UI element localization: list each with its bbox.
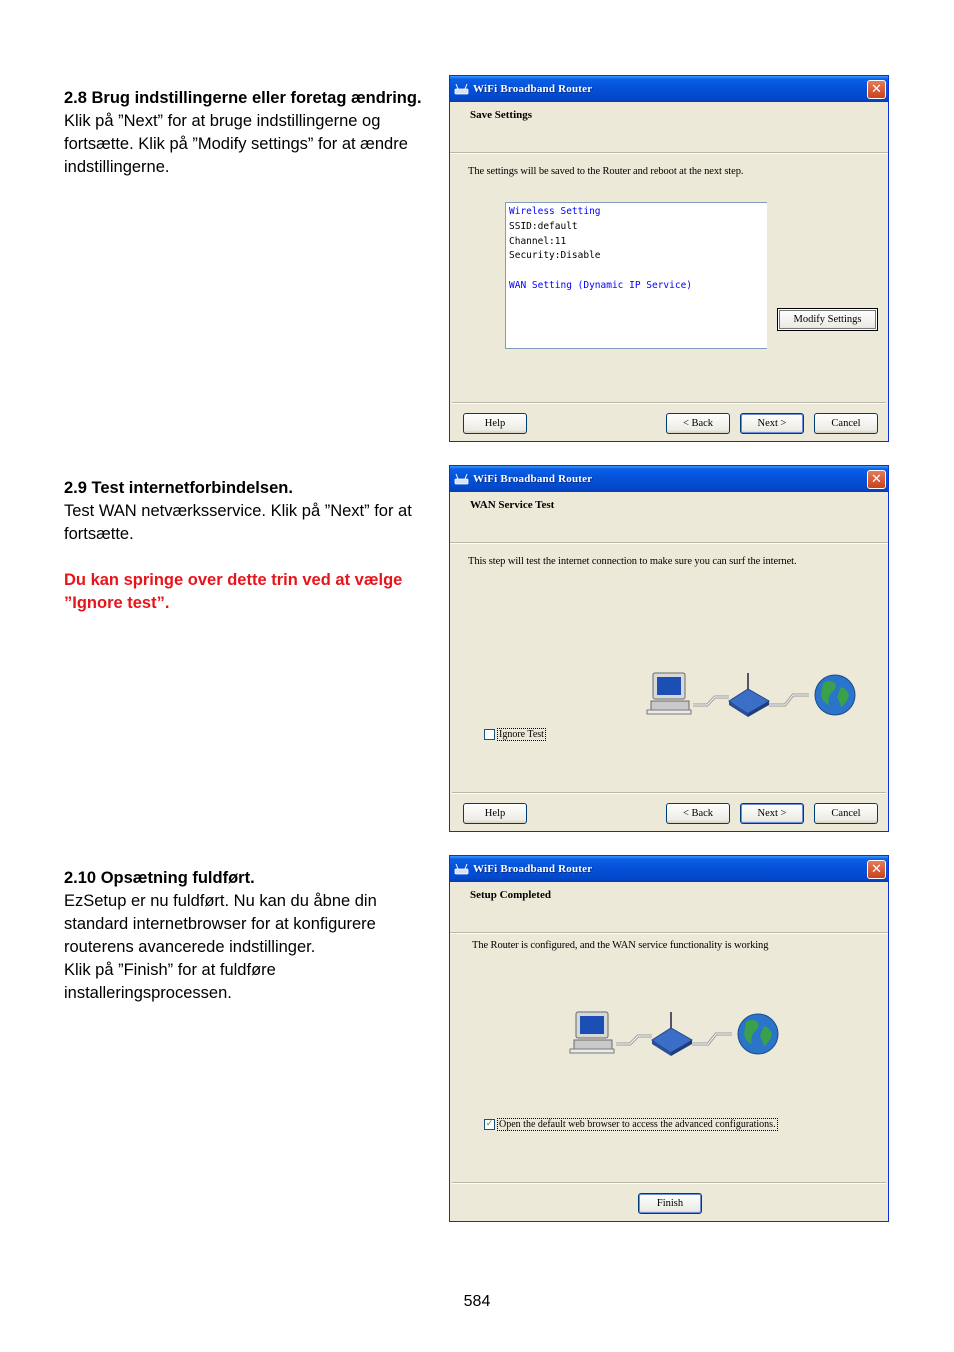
window-title: WiFi Broadband Router	[473, 863, 593, 875]
checkmark-icon: ✓	[485, 1119, 494, 1129]
wizard-header	[450, 102, 888, 153]
step-heading: Save Settings	[470, 109, 533, 121]
skip-note: Du kan springe over dette trin ved at vælge ”Ignore test”.	[64, 571, 403, 612]
close-button[interactable]	[867, 80, 886, 99]
router-app-icon	[454, 83, 469, 96]
finish-button[interactable]: Finish	[638, 1193, 702, 1214]
close-button[interactable]	[867, 860, 886, 879]
router-app-icon	[454, 473, 469, 486]
network-diagram	[568, 1008, 788, 1060]
step-heading: WAN Service Test	[470, 499, 555, 511]
close-icon: ✕	[871, 81, 882, 97]
globe-icon	[738, 1014, 778, 1054]
wizard-header	[450, 882, 888, 933]
ignore-test-option[interactable]	[484, 728, 546, 741]
back-button[interactable]: < Back	[666, 413, 730, 434]
window-title: WiFi Broadband Router	[473, 83, 593, 95]
section-body: Klik på ”Next” for at bruge indstillingerne og fortsætte. Klik på ”Modify settings” for at ændre indstillingerne.	[64, 112, 408, 176]
modify-settings-button[interactable]: Modify Settings	[777, 308, 878, 331]
network-diagram	[645, 669, 865, 721]
section-heading: 2.10 Opsætning fuldført.	[64, 869, 255, 887]
globe-icon	[815, 675, 855, 715]
computer-icon	[570, 1012, 614, 1053]
ignore-test-checkbox[interactable]	[484, 729, 495, 740]
close-button[interactable]	[867, 470, 886, 489]
cancel-button[interactable]: Cancel	[814, 413, 878, 434]
section-body-finish: Klik på ”Finish” for at fuldføre installeringsprocessen.	[64, 961, 276, 1002]
router-icon	[652, 1012, 692, 1056]
wizard-header	[450, 492, 888, 543]
section-heading: 2.8 Brug indstillingerne eller foretag ændring.	[64, 89, 422, 107]
computer-icon	[647, 673, 691, 714]
open-browser-checkbox[interactable]	[484, 1119, 495, 1130]
open-browser-label[interactable]: Open the default web browser to access the advanced configurations.	[499, 1119, 776, 1130]
ignore-test-label[interactable]: Ignore Test	[499, 729, 544, 740]
titlebar	[450, 856, 888, 882]
page-number: 584	[463, 1293, 491, 1310]
step-description: The Router is configured, and the WAN service functionality is working	[472, 940, 769, 951]
wan-service-test-dialog	[449, 465, 889, 832]
setup-completed-dialog	[449, 855, 889, 1222]
step-description: This step will test the internet connection to make sure you can surf the internet.	[468, 556, 797, 567]
step-heading: Setup Completed	[470, 889, 551, 901]
step-description: The settings will be saved to the Router and reboot at the next step.	[468, 166, 744, 177]
router-app-icon	[454, 863, 469, 876]
section-heading: 2.9 Test internetforbindelsen.	[64, 479, 293, 497]
wireless-setting-title: Wireless Setting	[509, 206, 601, 217]
channel-value: Channel:11	[509, 235, 567, 247]
next-button[interactable]: Next >	[740, 413, 804, 434]
close-icon: ✕	[871, 471, 882, 487]
section-body: Test WAN netværksservice. Klik på ”Next” for at fortsætte.	[64, 502, 412, 543]
security-value: Security:Disable	[509, 250, 601, 262]
next-button[interactable]: Next >	[740, 803, 804, 824]
wan-setting-title: WAN Setting (Dynamic IP Service)	[509, 279, 693, 291]
router-icon	[729, 673, 769, 717]
titlebar	[450, 466, 888, 492]
cancel-button[interactable]: Cancel	[814, 803, 878, 824]
back-button[interactable]: < Back	[666, 803, 730, 824]
open-browser-option[interactable]	[484, 1118, 778, 1131]
section-2-8	[64, 87, 434, 179]
settings-summary	[505, 202, 767, 349]
section-body: EzSetup er nu fuldført. Nu kan du åbne din standard internetbrowser for at konfigurere routerens avancerede indstillinger.	[64, 892, 377, 956]
section-2-9	[64, 477, 434, 615]
close-icon: ✕	[871, 861, 882, 877]
section-2-10	[64, 867, 434, 1005]
ssid-value: SSID:default	[509, 220, 578, 232]
window-title: WiFi Broadband Router	[473, 473, 593, 485]
titlebar	[450, 76, 888, 102]
help-button[interactable]: Help	[463, 413, 527, 434]
help-button[interactable]: Help	[463, 803, 527, 824]
save-settings-dialog	[449, 75, 889, 442]
